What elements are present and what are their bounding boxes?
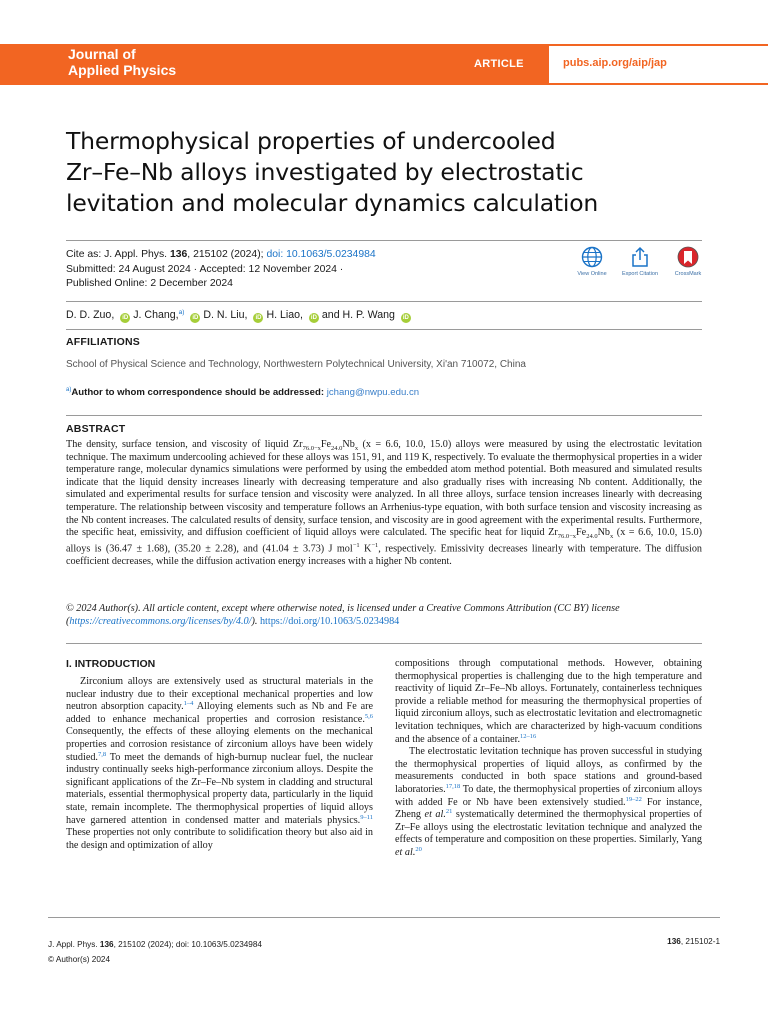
citation-prefix: Cite as: J. Appl. Phys. — [66, 249, 170, 260]
body-paragraph — [395, 658, 702, 746]
footer-citation-line — [48, 937, 262, 952]
formula-subscript: 76.0−x — [557, 533, 577, 541]
abstract-run: K — [359, 543, 372, 555]
orcid-icon[interactable]: iD — [402, 315, 409, 321]
abstract-run: Nb — [342, 439, 355, 450]
abstract-run: , respectively. Emissivity decreases linearly with temperature. The diffusion coefficient decreases, while the diffusion activation energy increases with a higher Nb content. — [66, 543, 703, 567]
abstract-run: Fe — [320, 439, 332, 450]
citation-rest: , 215102 (2024); — [187, 249, 267, 260]
abstract-heading: ABSTRACT — [66, 423, 126, 435]
reference-link[interactable]: 17,18 — [445, 782, 461, 790]
crossmark-button[interactable] — [666, 246, 710, 277]
formula-subscript: 76.0−x — [302, 445, 321, 453]
reference-link[interactable]: 19–22 — [625, 795, 642, 803]
title-line: Thermophysical properties of undercooled — [66, 127, 556, 155]
journal-name-line2: Applied Physics — [68, 62, 177, 78]
doi-url-link[interactable]: https://doi.org/10.1063/5.0234984 — [259, 616, 400, 627]
abstract-run: Fe — [576, 527, 587, 539]
title-line: levitation and molecular dynamics calculation — [66, 189, 599, 217]
body-paragraph — [66, 676, 373, 852]
article-actions — [570, 246, 710, 286]
body-paragraph — [395, 746, 702, 859]
article-type-label: ARTICLE — [474, 58, 524, 70]
body-run: Consequently, the effects of these alloying elements on the mechanical properties and corrosion resistance of zirconium alloys have been widely studied. — [66, 726, 373, 763]
reference-link[interactable]: 5,6 — [364, 712, 373, 720]
page-volume: 136 — [667, 937, 681, 946]
crossmark-icon — [677, 246, 699, 268]
correspondence-note — [66, 387, 419, 398]
footer-copyright: © Author(s) 2024 — [48, 955, 111, 964]
crossmark-label: CrossMark — [674, 271, 702, 277]
journal-name-line1: Journal of — [68, 46, 136, 62]
body-run: Alloying elements such as Nb and Fe are added to enhance mechanical properties and corrosion resistance. — [66, 701, 374, 725]
author-name[interactable]: D. N. Liu, — [203, 309, 248, 321]
view-online-label: View Online — [577, 271, 607, 277]
footer-divider — [48, 917, 720, 918]
footer-volume: 136 — [99, 940, 114, 949]
footer-citation — [48, 937, 262, 967]
affiliations-heading: AFFILIATIONS — [66, 336, 140, 348]
author-list — [66, 309, 414, 323]
citation-block — [66, 248, 376, 292]
abstract-run: Nb — [597, 527, 611, 539]
abstract-text — [66, 439, 702, 568]
orcid-icon[interactable]: iD — [310, 315, 317, 321]
reference-link[interactable]: 1–4 — [183, 700, 194, 708]
cc-license-link[interactable]: https://creativecommons.org/licenses/by/4.0/ — [69, 616, 252, 627]
view-online-button[interactable] — [570, 246, 614, 277]
journal-url-link[interactable]: pubs.aip.org/aip/jap — [563, 57, 667, 69]
published-line: Published Online: 2 December 2024 — [66, 278, 233, 289]
doi-link[interactable]: doi: 10.1063/5.0234984 — [266, 249, 376, 260]
body-run: For instance, Zheng — [395, 796, 702, 821]
export-citation-label: Export Citation — [621, 271, 659, 277]
body-run: The electrostatic levitation technique has proven successful in studying the thermophysical properties of liquid alloys, as confirmed by the measurements conducted in both space stations and ground-based laboratories. — [395, 746, 702, 795]
export-citation-button[interactable] — [618, 246, 662, 277]
body-run: These properties not only contribute to solidification theory but also aid in the design and optimization of alloy — [66, 827, 373, 851]
reference-link[interactable]: 9–11 — [360, 813, 373, 821]
body-column-left — [66, 676, 373, 852]
dates-line: Submitted: 24 August 2024 · Accepted: 12 November 2024 · — [66, 263, 344, 275]
correspondence-email[interactable]: jchang@nwpu.edu.cn — [326, 387, 420, 399]
page-number — [620, 937, 720, 946]
author-footnote-marker[interactable]: a) — [178, 309, 185, 316]
correspondence-label: Author to whom correspondence should be addressed: — [71, 387, 327, 399]
abstract-run: (x = 6.6, 10.0, 15.0) alloys is (36.47 ± 1.68), (35.20 ± 2.28), and (41.04 ± 3.73) J mol — [66, 527, 702, 555]
body-run: To date, the thermophysical properties of zirconium alloys with added Fe or Nb have been extensively studied. — [395, 783, 702, 808]
divider — [66, 301, 702, 302]
export-icon — [629, 246, 651, 268]
introduction-heading: I. INTRODUCTION — [66, 658, 156, 670]
formula-subscript: x — [610, 533, 614, 541]
globe-icon — [581, 246, 603, 268]
page-id: , 215102-1 — [680, 937, 720, 946]
author-name[interactable]: J. Chang, — [133, 309, 179, 321]
body-run: et al. — [424, 809, 446, 821]
orcid-icon[interactable]: iD — [192, 315, 199, 321]
article-title — [66, 126, 706, 219]
divider — [66, 329, 702, 330]
citation-volume: 136 — [169, 249, 188, 260]
abstract-run: (x = 6.6, 10.0, 15.0) alloys were measured by using the electrostatic levitation technique. The maximum undercooling achieved for these alloys was 151, 91, and 119 K, respectively. To evaluate the thermophysical properties in a wider temperature range, molecular dynamics simulations were performed by using the embedded atom method potential. Both measured and simulated results indicate that the liquid density increases linearly with decreasing temperature and also gradually rises with increasing Nb content. Additionally, the simulated and experimental results for surface tension and viscosity were analyzed. In all three alloys, surface tension increases linearly with decreasing temperature. The relationship between viscosity and temperature follows an Arrhenius-type equation, with both surface tension and viscosity increasing as the Nb content increases. The calculated results of density, surface tension, and viscosity are in good agreement with the experimental results. Furthermore, the specific heat, emissivity, and diffusion coefficient of liquid alloys were calculated. The specific heat for liquid Zr — [66, 439, 703, 539]
reference-link[interactable]: 12–16 — [520, 732, 537, 740]
body-column-right — [395, 658, 702, 860]
author-name[interactable]: and H. P. Wang — [321, 309, 395, 321]
body-run: et al. — [395, 846, 416, 858]
divider — [66, 643, 702, 644]
title-line: Zr–Fe–Nb alloys investigated by electrostatic — [66, 158, 584, 186]
footer-journal: J. Appl. Phys. — [48, 940, 100, 949]
citation-line — [66, 248, 376, 263]
affiliation-text: School of Physical Science and Technology, Northwestern Polytechnical University, Xi'an 710072, China — [66, 359, 526, 370]
formula-subscript: 24.0 — [331, 445, 343, 453]
abstract-run: The density, surface tension, and viscosity of liquid Zr — [66, 439, 303, 450]
unit-exponent: −1 — [352, 541, 360, 549]
body-run: systematically determined the thermophysical properties of Zr–Fe alloys using the electrostatic levitation technique and analyzed the effects of temperature and composition on these properties. Similarly, Yang — [395, 809, 703, 846]
license-text: ). — [251, 616, 260, 627]
reference-link[interactable]: 7,8 — [97, 750, 107, 758]
author-name[interactable]: D. D. Zuo, — [66, 309, 115, 321]
orcid-icon[interactable]: iD — [255, 315, 262, 321]
divider — [66, 240, 702, 241]
formula-subscript: x — [354, 445, 359, 453]
divider — [66, 415, 702, 416]
orcid-icon[interactable]: iD — [122, 315, 129, 321]
body-run: Zirconium alloys are extensively used as structural materials in the nuclear industry due to their exceptional mechanical properties and low neutron absorption capacity. — [66, 676, 373, 713]
author-name[interactable]: H. Liao, — [266, 309, 303, 321]
correspondence-marker: a) — [66, 387, 72, 393]
license-text: © 2024 Author(s). All article content, except where otherwise noted, is licensed under a Creative Commons Attribution (CC BY) license ( — [66, 603, 620, 627]
body-run: compositions through computational methods. However, obtaining thermophysical properties is challenging due to the high temperature and reactivity of liquid Zr–Fe–Nb alloys. Fortunately, containerless techniques provide a reliable method for measuring the thermophysical properties of liquid zirconium alloys, such as electrostatic levitation and electromagnetic levitation techniques, which are characterized by high-vacuum conditions and the absence of a container. — [395, 658, 702, 745]
reference-link[interactable]: 20 — [415, 845, 422, 853]
body-run: To meet the demands of high-burnup nuclear fuel, the nuclear industry continually seeks high-performance zirconium alloys. Despite the significant applications of the Zr–Fe–Nb system in cladding and structural materials, essential thermophysical property data, particularly in the liquid state, remain incomplete. The thermophysical properties of liquid alloys have garnered attention in condensed matter and materials physics. — [66, 751, 373, 826]
journal-name[interactable] — [68, 46, 176, 78]
unit-exponent: −1 — [371, 541, 379, 549]
footer-doi: , 215102 (2024); doi: 10.1063/5.0234984 — [113, 940, 262, 949]
formula-subscript: 24.0 — [586, 533, 598, 541]
reference-link[interactable]: 21 — [445, 808, 453, 816]
license-statement — [66, 602, 702, 628]
